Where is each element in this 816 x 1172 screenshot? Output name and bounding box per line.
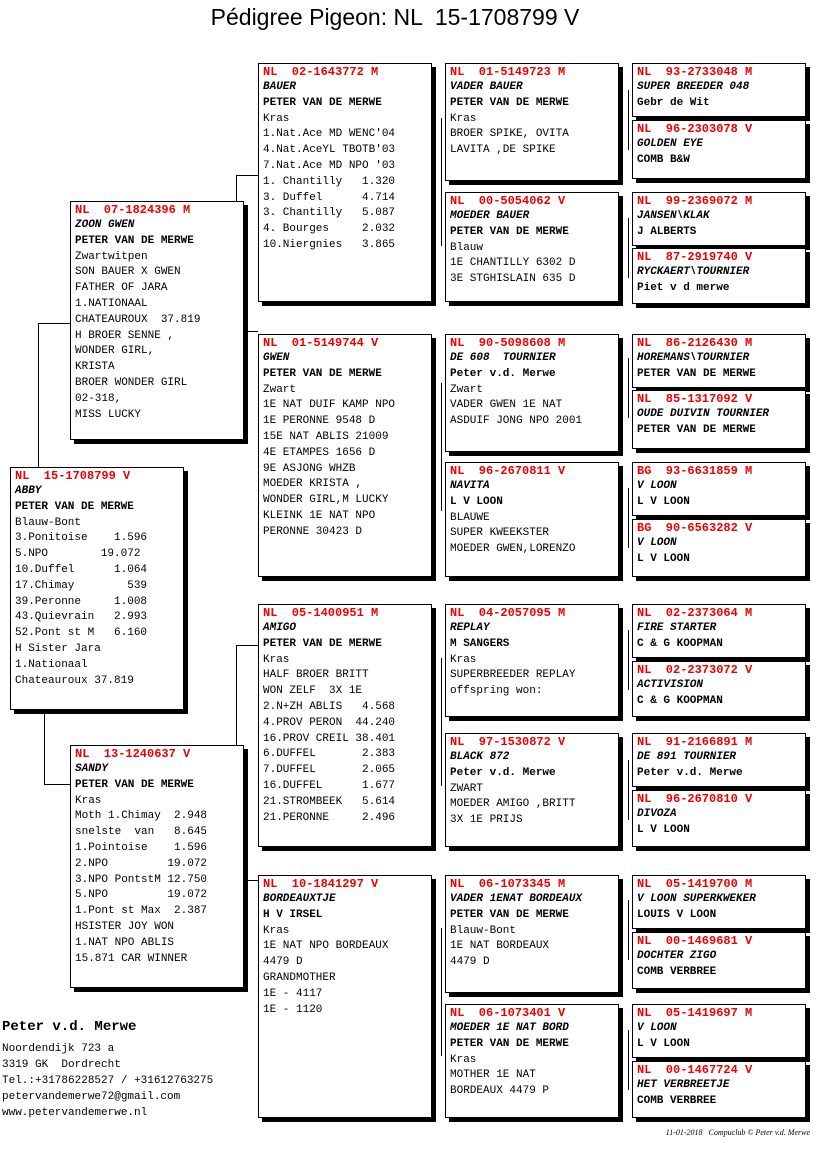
ring-number: NL 02-1643772 M (263, 65, 379, 79)
info-line: 21.STROMBEEK 5.614 (263, 795, 396, 808)
pigeon-name: GOLDEN EYE (637, 138, 704, 150)
owner-website-link[interactable]: www.petervandemerwe.nl (2, 1107, 148, 1119)
info-line: BLAUWE (450, 511, 490, 524)
info-line: 1E - 1120 (263, 1003, 323, 1016)
pigeon-name: FIRE STARTER (637, 622, 717, 634)
info-line: 1.NATIONAAL (75, 297, 148, 310)
info-line: Blauw (450, 241, 484, 254)
pigeon-card-ddd[interactable] (445, 1004, 619, 1118)
owner-address-line: Noordendijk 723 a (2, 1043, 115, 1055)
connector-line (441, 118, 442, 246)
pigeon-card-g5-10[interactable] (632, 661, 806, 717)
pigeon-name: MOEDER BAUER (450, 210, 530, 222)
info-line: SON BAUER X GWEN (75, 266, 181, 279)
pigeon-name: V LOON (637, 1022, 677, 1034)
connector-line (628, 90, 629, 150)
owner-name: PETER VAN DE MERWE (450, 1037, 569, 1050)
owner-name: COMB VERBREE (637, 965, 717, 978)
ring-number: NL 10-1841297 V (263, 877, 379, 891)
info-line: KLEINK 1E NAT NPO (263, 509, 376, 522)
pigeon-name: ZOON GWEN (75, 219, 135, 231)
connector-line (236, 175, 258, 176)
pigeon-name: SANDY (75, 763, 109, 775)
info-line: BROER SPIKE, OVITA (450, 128, 569, 141)
ring-number: NL 04-2057095 M (450, 606, 566, 620)
ring-number: NL 06-1073401 V (450, 1006, 566, 1020)
owner-email-link[interactable]: petervandemerwe72@gmail.com (2, 1091, 181, 1103)
info-line: 4. Bourges 2.032 (263, 223, 396, 236)
connector-line (38, 323, 70, 324)
info-line: 4479 D (263, 956, 303, 969)
info-line: Kras (450, 1053, 477, 1066)
info-line: 17.Chimay 539 (15, 579, 148, 592)
info-line: MOEDER GWEN,LORENZO (450, 543, 576, 556)
info-line: MOTHER 1E NAT (450, 1069, 536, 1082)
pigeon-name: RYCKAERT\TOURNIER (637, 266, 750, 278)
ring-number: NL 85-1317092 V (637, 392, 753, 406)
info-line: 15.871 CAR WINNER (75, 952, 188, 965)
pigeon-card-sss[interactable] (445, 63, 619, 181)
info-line: 02-318, (75, 392, 122, 405)
pigeon-card-sdd[interactable] (445, 462, 619, 577)
pigeon-name: MOEDER 1E NAT BORD (450, 1022, 569, 1034)
pigeon-card-g5-1[interactable] (632, 63, 806, 117)
ring-number: NL 96-2303078 V (637, 122, 753, 136)
connector-line (628, 218, 629, 278)
info-line: Kras (263, 112, 290, 125)
owner-name: Peter v.d. Merwe (450, 367, 556, 380)
pigeon-name: JANSEN\KLAK (637, 210, 710, 222)
info-line: 1. Chantilly 1.320 (263, 175, 396, 188)
ring-number: NL 05-1419697 M (637, 1006, 753, 1020)
info-line: WON ZELF 3X 1E (263, 685, 363, 698)
info-line: FATHER OF JARA (75, 282, 168, 295)
info-line: 21.PERONNE 2.496 (263, 811, 396, 824)
owner-name: L V LOON (637, 823, 690, 836)
ring-number: NL 13-1240637 V (75, 747, 191, 761)
owner-name: PETER VAN DE MERWE (75, 234, 194, 247)
info-line: Blauw-Bont (450, 924, 517, 937)
owner-name: PETER VAN DE MERWE (637, 367, 756, 380)
info-line: SUPER KWEEKSTER (450, 527, 550, 540)
ring-number: NL 87-2919740 V (637, 250, 753, 264)
info-line: 3E STGHISLAIN 635 D (450, 273, 576, 286)
owner-name: COMB B&W (637, 153, 690, 166)
info-line: 7.DUFFEL 2.065 (263, 764, 396, 777)
pigeon-card-sds[interactable] (445, 334, 619, 452)
ring-number: NL 96-2670810 V (637, 792, 753, 806)
pigeon-name: ABBY (15, 485, 42, 497)
info-line: 1E NAT BORDEAUX (450, 940, 550, 953)
owner-name: L V LOON (637, 495, 690, 508)
owner-name: L V LOON (450, 495, 503, 508)
owner-name: PETER VAN DE MERWE (263, 96, 382, 109)
info-line: LAVITA ,DE SPIKE (450, 144, 556, 157)
pigeon-name: HOREMANS\TOURNIER (637, 352, 750, 364)
info-line: Zwart (450, 383, 484, 396)
connector-line (441, 383, 442, 511)
owner-name: Peter v.d. Merwe (637, 766, 743, 779)
pigeon-name: DE 608 TOURNIER (450, 352, 556, 364)
info-line: Kras (75, 794, 102, 807)
owner-block (2, 1019, 213, 1121)
owner-name: L V LOON (637, 1037, 690, 1050)
info-line: 3X 1E PRIJS (450, 814, 523, 827)
owner-name: Peter v.d. Merwe (2, 1019, 137, 1035)
ring-number: NL 97-1530872 V (450, 735, 566, 749)
info-line: 43.Quievrain 2.993 (15, 611, 148, 624)
pigeon-card-dam[interactable] (70, 745, 244, 988)
info-line: 52.Pont st M 6.160 (15, 627, 148, 640)
info-line: MOEDER KRISTA , (263, 478, 363, 491)
ring-number: NL 00-1467724 V (637, 1063, 753, 1077)
pigeon-card-g5-9[interactable] (632, 604, 806, 658)
pigeon-card-g5-13[interactable] (632, 875, 806, 929)
info-line: 1.Nat.Ace MD WENC'04 (263, 128, 396, 141)
pigeon-name: DOCHTER ZIGO (637, 950, 717, 962)
pigeon-card-sire-sire[interactable] (258, 63, 432, 302)
owner-name: PETER VAN DE MERWE (263, 367, 382, 380)
pigeon-name: DE 891 TOURNIER (637, 751, 737, 763)
info-line: offspring won: (450, 685, 543, 698)
ring-number: NL 02-2373064 M (637, 606, 753, 620)
pigeon-card-g5-5[interactable] (632, 334, 806, 388)
info-line: snelste van 8.645 (75, 826, 208, 839)
ring-number: NL 01-5149744 V (263, 336, 379, 350)
info-line: 10.Niergnies 3.865 (263, 238, 396, 251)
pigeon-name: OUDE DUIVIN TOURNIER (637, 408, 770, 420)
owner-name: C & G KOOPMAN (637, 637, 723, 650)
owner-name: PETER VAN DE MERWE (263, 637, 382, 650)
connector-line (38, 323, 39, 468)
connector-line (628, 1030, 629, 1090)
info-line: 7.Nat.Ace MD NPO '03 (263, 159, 396, 172)
pigeon-name: NAVITA (450, 480, 490, 492)
info-line: H Sister Jara (15, 642, 101, 655)
info-line: 1.Pointoise 1.596 (75, 841, 208, 854)
owner-name: COMB VERBREE (637, 1094, 717, 1107)
info-line: 16.PROV CREIL 38.401 (263, 732, 396, 745)
info-line: 2.NPO 19.072 (75, 857, 208, 870)
info-line: GRANDMOTHER (263, 971, 336, 984)
connector-line (628, 630, 629, 690)
pigeon-name: V LOON (637, 480, 677, 492)
owner-phone-line: Tel.:+31786228527 / +31612763275 (2, 1075, 214, 1087)
info-line: 1E NAT DUIF KAMP NPO (263, 399, 396, 412)
info-line: CHATEAUROUX 37.819 (75, 313, 201, 326)
pigeon-name: SUPER BREEDER 048 (637, 81, 750, 93)
ring-number: NL 93-2733048 M (637, 65, 753, 79)
info-line: WONDER GIRL, (75, 345, 155, 358)
info-line: Chateauroux 37.819 (15, 674, 134, 687)
pigeon-card-g5-16[interactable] (632, 1061, 806, 1118)
pigeon-card-dsd[interactable] (445, 733, 619, 847)
info-line: 10.Duffel 1.064 (15, 563, 148, 576)
info-line: 1E PERONNE 9548 D (263, 415, 376, 428)
pigeon-card-dam-dam[interactable] (258, 875, 432, 1118)
ring-number: NL 07-1824396 M (75, 203, 191, 217)
connector-line (44, 784, 70, 785)
owner-name: H V IRSEL (263, 908, 323, 921)
pigeon-name: BORDEAUXTJE (263, 893, 336, 905)
info-line: Kras (450, 112, 477, 125)
ring-number: BG 90-6563282 V (637, 521, 753, 535)
pigeon-name: ACTIVISION (637, 679, 704, 691)
info-line: 3. Chantilly 5.087 (263, 207, 396, 220)
owner-name: J ALBERTS (637, 225, 697, 238)
info-line: 16.DUFFEL 1.677 (263, 779, 396, 792)
pigeon-card-ssd[interactable] (445, 192, 619, 302)
pigeon-card-g5-2[interactable] (632, 120, 806, 179)
pigeon-card-dam-sire[interactable] (258, 604, 432, 847)
owner-name: M SANGERS (450, 637, 510, 650)
info-line: Zwartwitpen (75, 250, 148, 263)
ring-number: NL 91-2166891 M (637, 735, 753, 749)
info-line: 1E CHANTILLY 6302 D (450, 257, 576, 270)
pigeon-name: V LOON (637, 537, 677, 549)
ring-number: NL 02-2373072 V (637, 663, 753, 677)
pigeon-name: HET VERBREETJE (637, 1079, 730, 1091)
info-line: 6.DUFFEL 2.383 (263, 748, 396, 761)
connector-line (628, 760, 629, 820)
info-line: HALF BROER BRITT (263, 669, 369, 682)
info-line: 9E ASJONG WHZB (263, 462, 356, 475)
pigeon-card-g5-14[interactable] (632, 932, 806, 989)
info-line: WONDER GIRL,M LUCKY (263, 494, 389, 507)
info-line: 5.NPO 19.072 (75, 889, 208, 902)
info-line: Kras (450, 653, 477, 666)
info-line: 3. Duffel 4.714 (263, 191, 396, 204)
info-line: VADER GWEN 1E NAT (450, 399, 563, 412)
footer-credit: 11-01-2018 Compuclub © Peter v.d. Merwe (665, 1128, 810, 1137)
connector-line (236, 645, 258, 646)
info-line: 1.Nationaal (15, 658, 88, 671)
info-line: Moth 1.Chimay 2.948 (75, 810, 208, 823)
info-line: SUPERBREEDER REPLAY (450, 669, 576, 682)
info-line: KRISTA (75, 361, 115, 374)
info-line: 1E NAT NPO BORDEAUX (263, 940, 389, 953)
info-line: 3.NPO PontstM 12.750 (75, 873, 208, 886)
info-line: 4E ETAMPES 1656 D (263, 446, 376, 459)
pigeon-name: BAUER (263, 81, 297, 93)
ring-number: NL 05-1400951 M (263, 606, 379, 620)
info-line: 1E - 4117 (263, 987, 323, 1000)
info-line: 1.NAT NPO ABLIS (75, 936, 175, 949)
info-line: 39.Peronne 1.008 (15, 595, 148, 608)
info-line: 1.Pont st Max 2.387 (75, 905, 208, 918)
pigeon-card-sire-dam[interactable] (258, 334, 432, 577)
pigeon-name: VADER BAUER (450, 81, 523, 93)
connector-line (628, 488, 629, 548)
pigeon-card-dss[interactable] (445, 604, 619, 717)
ring-number: BG 93-6631859 M (637, 464, 753, 478)
info-line: MOEDER AMIGO ,BRITT (450, 798, 576, 811)
pigeon-name: GWEN (263, 352, 290, 364)
owner-postcode-line: 3319 GK Dordrecht (2, 1059, 121, 1071)
pigeon-card-g5-7[interactable] (632, 462, 806, 516)
pigeon-card-g5-8[interactable] (632, 519, 806, 577)
pigeon-card-g5-15[interactable] (632, 1004, 806, 1058)
owner-name: PETER VAN DE MERWE (450, 225, 569, 238)
info-line: ASDUIF JONG NPO 2001 (450, 415, 583, 428)
info-line: Kras (263, 653, 290, 666)
pigeon-card-g5-6[interactable] (632, 390, 806, 449)
pigeon-card-dds[interactable] (445, 875, 619, 993)
owner-name: PETER VAN DE MERWE (15, 500, 134, 513)
owner-name: PETER VAN DE MERWE (75, 778, 194, 791)
owner-name: Peter v.d. Merwe (450, 766, 556, 779)
info-line: ZWART (450, 782, 484, 795)
ring-number: NL 15-1708799 V (15, 469, 131, 483)
connector-line (441, 928, 442, 1056)
page-title: Pédigree Pigeon: NL 15-1708799 V (210, 4, 580, 30)
info-line: H BROER SENNE , (75, 329, 175, 342)
info-line: Kras (263, 924, 290, 937)
info-line: 3.Ponitoise 1.596 (15, 532, 148, 545)
owner-name: Piet v d merwe (637, 281, 730, 294)
ring-number: NL 06-1073345 M (450, 877, 566, 891)
pigeon-name: DIVOZA (637, 808, 677, 820)
connector-line (44, 712, 45, 784)
info-line: BORDEAUX 4479 P (450, 1085, 550, 1098)
info-line: HSISTER JOY WON (75, 920, 175, 933)
ring-number: NL 00-5054062 V (450, 194, 566, 208)
pigeon-card-g5-4[interactable] (632, 248, 806, 304)
owner-name: PETER VAN DE MERWE (450, 908, 569, 921)
ring-number: NL 00-1469681 V (637, 934, 753, 948)
pigeon-name: AMIGO (263, 622, 297, 634)
ring-number: NL 05-1419700 M (637, 877, 753, 891)
ring-number: NL 90-5098608 M (450, 336, 566, 350)
info-line: BROER WONDER GIRL (75, 376, 188, 389)
pigeon-card-subject[interactable] (10, 467, 184, 710)
pigeon-card-sire[interactable] (70, 201, 244, 440)
info-line: Blauw-Bont (15, 516, 82, 529)
info-line: 2.N+ZH ABLIS 4.568 (263, 700, 396, 713)
owner-name: Gebr de Wit (637, 96, 710, 109)
ring-number: NL 96-2670811 V (450, 464, 566, 478)
owner-name: LOUIS V LOON (637, 908, 717, 921)
owner-name: C & G KOOPMAN (637, 694, 723, 707)
ring-number: NL 86-2126430 M (637, 336, 753, 350)
info-line: MISS LUCKY (75, 408, 142, 421)
pigeon-name: V LOON SUPERKWEKER (637, 893, 756, 905)
connector-line (441, 658, 442, 786)
pigeon-card-g5-3[interactable] (632, 192, 806, 246)
owner-name: PETER VAN DE MERWE (637, 423, 756, 436)
owner-name: L V LOON (637, 552, 690, 565)
pigeon-name: VADER 1ENAT BORDEAUX (450, 893, 583, 905)
ring-number: NL 01-5149723 M (450, 65, 566, 79)
info-line: 15E NAT ABLIS 21009 (263, 430, 389, 443)
info-line: 4.Nat.AceYL TBOTB'03 (263, 144, 396, 157)
pigeon-name: REPLAY (450, 622, 490, 634)
connector-line (628, 358, 629, 418)
pigeon-card-g5-11[interactable] (632, 733, 806, 787)
info-line: 4479 D (450, 956, 490, 969)
ring-number: NL 99-2369072 M (637, 194, 753, 208)
info-line: 5.NPO 19.072 (15, 548, 141, 561)
pigeon-card-g5-12[interactable] (632, 790, 806, 847)
info-line: Zwart (263, 383, 297, 396)
connector-line (628, 900, 629, 960)
owner-name: PETER VAN DE MERWE (450, 96, 569, 109)
pigeon-name: BLACK 872 (450, 751, 510, 763)
info-line: PERONNE 30423 D (263, 525, 363, 538)
info-line: 4.PROV PERON 44.240 (263, 716, 396, 729)
